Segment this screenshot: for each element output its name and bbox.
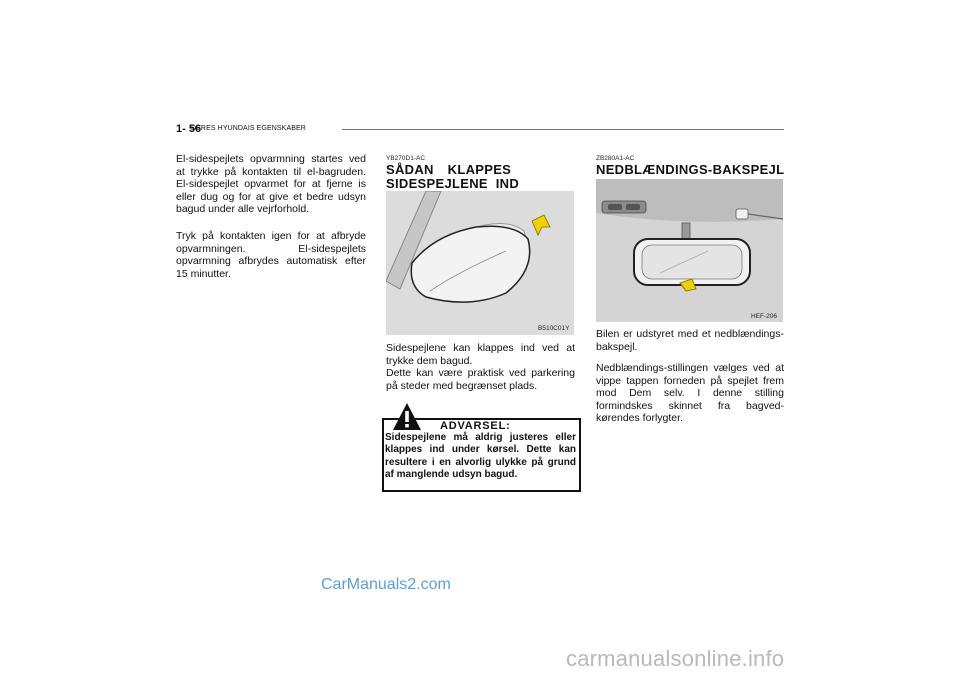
col2-paragraph-2: Dette kan være praktisk ved parkering på steder med begrænset plads. [386,367,575,392]
heading-line-1: SÅDAN KLAPPES [386,162,512,177]
section-title: DERES HYUNDAIS EGENSKABER [191,125,306,132]
figure-label: B510C01Y [538,325,570,332]
warning-text: Sidespejlene må aldrig justeres eller klappes ind under kørsel. Dette kan resultere i en alvorlig ulykke på grund af manglende udsyn bagud. [385,432,576,480]
col1-paragraph-2: Tryk på kontakten igen for at afbryde opvarmningen. El-sidespejlets opvarmning afbrydes automatisk efter 15 minutter. [176,230,366,280]
section-heading [386,163,519,190]
col2-paragraph-1: Sidespejlene kan klappes ind ved at trykke dem bagud. [386,342,575,367]
section-code: YB270D1-AC [386,155,426,162]
rearview-mirror-illustration [596,179,783,322]
header-divider [342,129,784,130]
watermark-link[interactable]: CarManuals2.com [321,576,451,593]
section-code: ZB280A1-AC [596,155,635,162]
col3-paragraph-1: Bilen er udstyret med et nedblændings-bakspejl. [596,328,784,353]
footer-watermark: carmanualsonline.info [566,646,785,671]
side-mirror-figure [386,191,574,335]
col1-paragraph-1: El-sidespejlets opvarmning startes ved at trykke på kontakten til el-bagruden. El-sidespejlet opvarmet for at fjerne is eller dug og for at give et bedre udsyn bagud under alle vejrforhold. [176,153,366,216]
side-mirror-illustration [386,191,574,335]
section-heading: NEDBLÆNDINGS-BAKSPEJL [596,162,785,177]
figure-label: HEF-206 [751,313,778,320]
rearview-mirror-figure [596,179,783,322]
page-number: 1- 56 [176,123,202,135]
col3-paragraph-2: Nedblændings-stillingen vælges ved at vippe tappen forneden på spejlet frem mod Dem selv. I denne stilling formindskes skinnet fra bagved-kørendes forlygter. [596,362,784,425]
exclamation-icon [392,402,422,432]
heading-line-2: SIDESPEJLENE IND [386,175,520,191]
warning-title: ADVARSEL: [440,420,511,432]
